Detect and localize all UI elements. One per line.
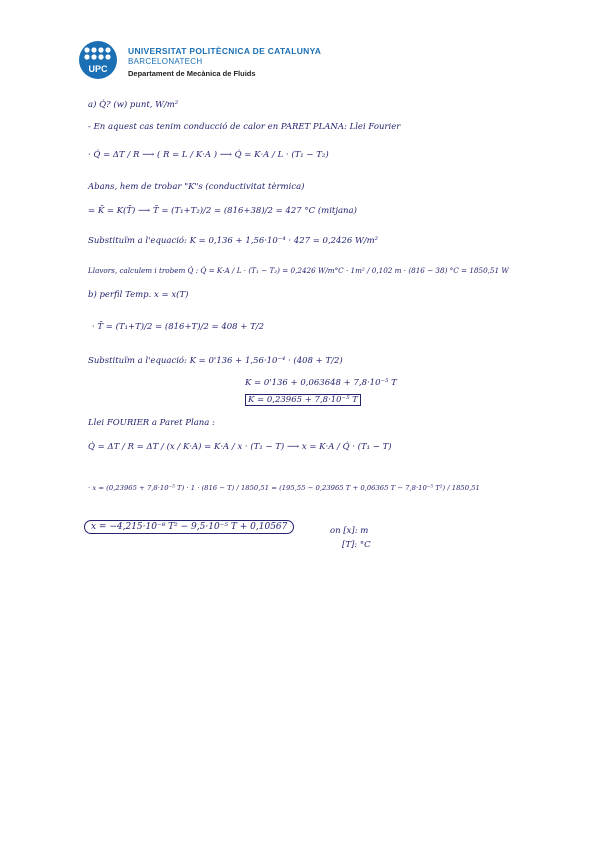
line-mean-temperature: = K̄ = K(T̄) ⟶ T̄ = (T₁+T₂)/2 = (816+38)/2 = 427 °C (mitjana)	[88, 206, 357, 216]
university-city: BARCELONATECH	[128, 57, 203, 66]
line-q-result: Llavors, calculem i trobem Q̇ : Q̇ = K·A / L · (T₁ − T₂) = 0,2426 W/m°C · 1m² / 0,102 m · (816 − 38) °C = 1850,51 W	[88, 266, 509, 275]
page-header	[78, 40, 378, 80]
department-name: Departament de Mecànica de Fluids	[128, 69, 256, 78]
line-k-final: K = 0,23965 + 7,8·10⁻⁵ T	[245, 394, 361, 406]
line-k-value: Substituïm a l'equació: K = 0,136 + 1,56·10⁻⁴ · 427 = 0,2426 W/m²	[88, 236, 379, 246]
line-substitute-b: Substituïm a l'equació: K = 0'136 + 1,56·10⁻⁴ · (408 + T/2)	[88, 356, 343, 366]
line-x-result: x = −4,215·10⁻⁸ T² − 9,5·10⁻⁵ T + 0,10567	[84, 520, 294, 534]
units-x: on [x]: m	[330, 526, 369, 536]
line-fourier-intro: - En aquest cas tenim conducció de calor en PARET PLANA: Llei Fourier	[88, 122, 401, 132]
line-x-substitution: · x = (0,23965 + 7,8·10⁻⁵ T) · 1 · (816 − T) / 1850,51 = (195,55 − 0,23965 T + 0,06365 T − 7,8·10⁻⁵ T²) / 1850,51	[88, 484, 480, 492]
logo-text: UPC	[88, 64, 108, 74]
line-heat-equation: · Q̇ = ΔT / R ⟶ ( R = L / K·A ) ⟶ Q̇ = K·A / L · (T₁ − T₂)	[88, 150, 329, 160]
line-part-b: b) perfil Temp. x = x(T)	[88, 290, 189, 300]
units-t: [T]: °C	[342, 540, 371, 550]
university-name: UNIVERSITAT POLITÈCNICA DE CATALUNYA	[128, 46, 322, 56]
line-k-expanded: K = 0'136 + 0,063648 + 7,8·10⁻⁵ T	[245, 378, 397, 388]
line-x-derivation: Q̇ = ΔT / R = ΔT / (x / K·A) = K·A / x · (T₁ − T) ⟶ x = K·A / Q̇ · (T₁ − T)	[88, 442, 392, 452]
line-conductivity-note: Abans, hem de trobar "K"s (conductivitat tèrmica)	[88, 182, 305, 192]
line-fourier-plane: Llei FOURIER a Paret Plana :	[88, 418, 215, 428]
upc-logo-icon	[78, 40, 118, 80]
line-mean-temp-b: · T̄ = (T₁+T)/2 = (816+T)/2 = 408 + T/2	[92, 322, 265, 332]
line-part-a: a) Q̇? (w) punt, W/m²	[88, 100, 179, 110]
